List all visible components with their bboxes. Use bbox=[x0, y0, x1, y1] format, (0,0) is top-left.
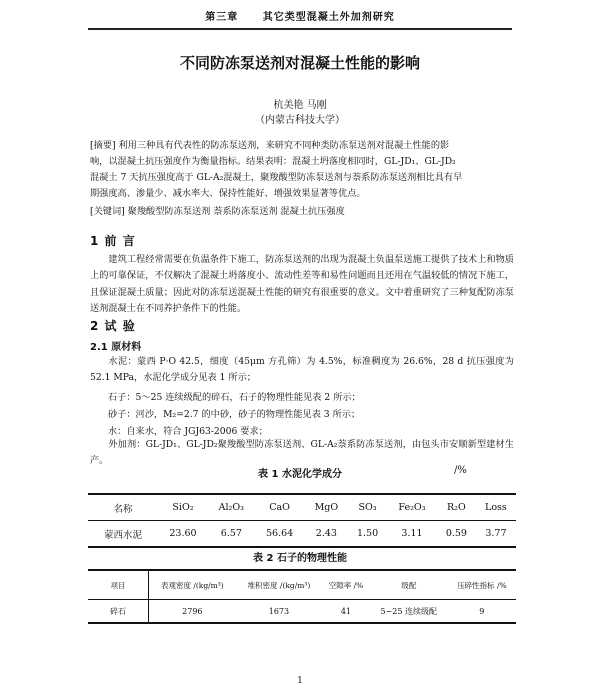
stone-line: 石子：5～25 连续级配的碎石，石子的物理性能见表 2 所示； bbox=[108, 392, 361, 403]
intro-paragraph: 建筑工程经常需要在负温条件下施工，防冻泵送剂的出现为混凝土负温泵送施工提供了技术上和物质上的可靠保证，不仅解决了混凝土坍落度小、流动性差等和易性问题而且还用在气温较低的情况下施工，且保证混凝土质量；因此对防冻泵送混凝土性能的研究有很重要的意义。文中着重研究了三种复配防冻泵送剂混凝土在不同养护条件下的性能。 bbox=[90, 254, 514, 314]
cement-composition-table bbox=[88, 493, 516, 548]
abstract-line: [摘要] 利用三种具有代表性的防冻泵送剂，来研究不同种类防冻泵送剂对混凝土性能的影 bbox=[90, 140, 450, 151]
abstract-line: 响，以混凝土抗压强度作为衡量指标。结果表明：混凝土坍落度相同时，GL-JD₁、GL-JD₂ bbox=[90, 156, 456, 167]
table-header-cell: MgO bbox=[305, 494, 348, 521]
table-cell: 56.64 bbox=[266, 528, 294, 539]
admixture-paragraph: 外加剂：GL-JD₁、GL-JD₂聚羧酸型防冻泵送剂、GL-A₂萘系防冻泵送剂，由包头市安顺新型建材生产。 bbox=[90, 439, 514, 467]
table-cell: 5~25 连续级配 bbox=[380, 606, 437, 616]
table-cell: 2.43 bbox=[315, 528, 337, 539]
table-header-row bbox=[88, 570, 516, 600]
table-header-cell: 名称 bbox=[88, 494, 158, 521]
water-line: 水：自来水，符合 JGJ63-2006 要求； bbox=[108, 426, 268, 437]
stone-properties-table bbox=[88, 569, 516, 624]
table-cell: 2796 bbox=[182, 606, 203, 616]
chapter-label: 第三章 bbox=[205, 12, 239, 23]
keywords: [关键词] 聚羧酸型防冻泵送剂 萘系防冻泵送剂 混凝土抗压强度 bbox=[90, 206, 345, 217]
table-header-cell: R₂O bbox=[437, 494, 476, 521]
table-header-cell: 级配 bbox=[370, 570, 448, 600]
page-number: 1 bbox=[297, 676, 303, 686]
table-header-row bbox=[88, 494, 516, 521]
affiliation: （内蒙古科技大学） bbox=[255, 115, 345, 126]
table-header-cell: 堆积密度 /(kg/m³) bbox=[236, 570, 323, 600]
table-cell: 3.77 bbox=[485, 528, 507, 539]
table-header-cell: 压碎性指标 /% bbox=[448, 570, 516, 600]
sand-line: 砂子：河沙，M₂=2.7 的中砂，砂子的物理性能见表 3 所示； bbox=[108, 409, 361, 420]
table-header-cell: Al₂O₃ bbox=[208, 494, 255, 521]
table-header-cell: SO₃ bbox=[348, 494, 387, 521]
table1-unit: /% bbox=[454, 465, 467, 476]
section-heading-experiment: 2 试 验 bbox=[90, 319, 136, 333]
table-cell: 碎石 bbox=[88, 600, 149, 624]
table-row bbox=[88, 600, 516, 624]
cement-paragraph: 水泥：蒙西 P·O 42.5，细度（45μm 方孔筛）为 4.5%，标准稠度为 26.6%，28 d 抗压强度为 52.1 MPa，水泥化学成分见表 1 所示； bbox=[90, 356, 514, 384]
table-header-cell: Loss bbox=[476, 494, 516, 521]
table-cell: 1673 bbox=[268, 606, 290, 616]
chapter-title: 其它类型混凝土外加剂研究 bbox=[262, 12, 395, 23]
table-header-cell: Fe₂O₃ bbox=[387, 494, 437, 521]
table-cell: 9 bbox=[479, 606, 485, 616]
section-heading-intro: 1 前 言 bbox=[90, 234, 136, 248]
abstract-line: 期强度高、渗量少、减水率大、保持性能好、增强效果显著等优点。 bbox=[90, 188, 366, 199]
table-header-cell: 空隙率 /% bbox=[322, 570, 370, 600]
table-header-cell: CaO bbox=[255, 494, 305, 521]
table-row bbox=[88, 521, 516, 548]
subsection-heading-materials: 2.1 原材料 bbox=[90, 342, 142, 353]
table-cell: 6.57 bbox=[220, 528, 242, 539]
table1-caption: 表 1 水泥化学成分 bbox=[258, 469, 342, 480]
table-cell: 蒙西水泥 bbox=[103, 529, 142, 541]
table-header-cell: SiO₂ bbox=[158, 494, 208, 521]
table-header-cell: 表观密度 /(kg/m³) bbox=[149, 570, 236, 600]
paper-title: 不同防冻泵送剂对混凝土性能的影响 bbox=[179, 54, 420, 72]
table-cell: 3.11 bbox=[401, 528, 423, 539]
authors: 杭美艳 马刚 bbox=[273, 100, 327, 111]
table-cell: 23.60 bbox=[169, 528, 197, 539]
table-header-cell: 项目 bbox=[88, 570, 149, 600]
abstract-line: 混凝土 7 天抗压强度高于 GL-A₂混凝土，聚羧酸型防冻泵送剂与萘系防冻泵送剂相比具有早 bbox=[90, 172, 463, 183]
running-header bbox=[88, 8, 512, 30]
table-cell: 1.50 bbox=[356, 528, 379, 539]
table-cell: 0.59 bbox=[445, 528, 467, 539]
table-cell: 41 bbox=[340, 606, 352, 616]
table2-caption: 表 2 石子的物理性能 bbox=[253, 553, 347, 564]
abstract bbox=[90, 138, 514, 202]
